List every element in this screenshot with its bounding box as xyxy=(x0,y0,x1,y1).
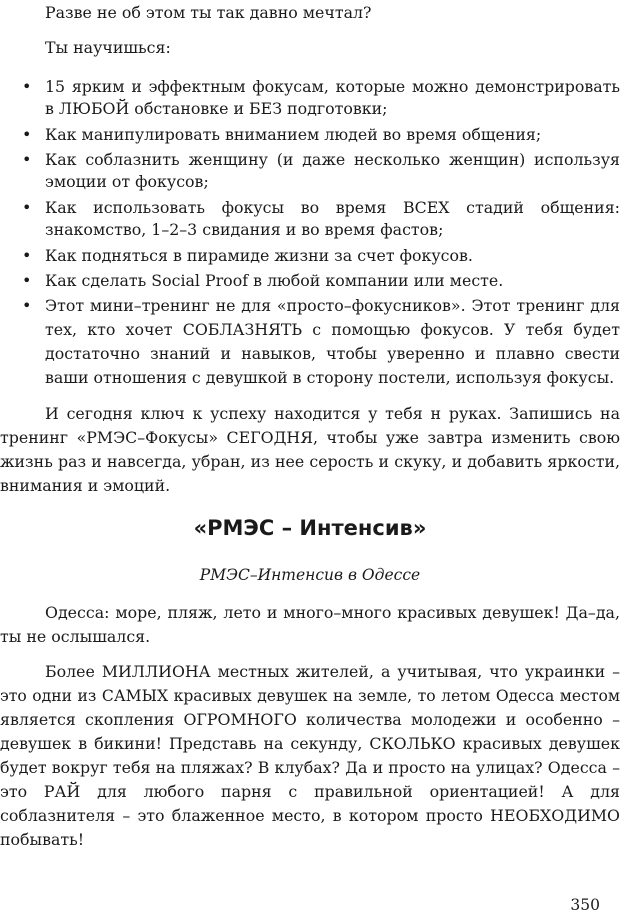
list-item-line: Как подняться в пирамиде жизни за счет фокусов. xyxy=(45,246,473,265)
section-heading: «РМЭС – Интенсив» xyxy=(193,516,427,540)
paragraph-line: внимания и эмоций. xyxy=(0,476,171,495)
bullet-dot: • xyxy=(22,125,32,144)
bullet-dot: • xyxy=(22,246,32,265)
paragraph-line: будет вокруг тебя на пляжах? В клубах? Да и просто на улицах? Одесса – xyxy=(0,758,620,777)
bullet-dot: • xyxy=(22,198,32,217)
paragraph-line: побывать! xyxy=(0,830,85,849)
paragraph-line: Одесса: море, пляж, лето и много–много красивых девушек! Да–да, xyxy=(45,603,620,622)
paragraph-line: является скопления ОГРОМНОГО количества молодежи и особенно – xyxy=(0,710,620,729)
list-item-line: эмоции от фокусов; xyxy=(45,172,209,191)
list-item-line: ваши отношения с девушкой в сторону постели, используя фокусы. xyxy=(45,368,615,387)
list-item-line: Этот мини–тренинг не для «просто–фокусников». Этот тренинг для xyxy=(45,296,620,315)
paragraph-line: девушек в бикини! Представь на секунду, СКОЛЬКО красивых девушек xyxy=(0,734,620,753)
paragraph-line: жизнь раз и навсегда, убран, из нее серость и скуку, и добавить яркости, xyxy=(0,452,620,471)
intro-question: Разве не об этом ты так давно мечтал? xyxy=(45,3,372,22)
list-item-line: Как соблазнить женщину (и даже несколько женщин) используя xyxy=(45,150,620,169)
bullet-dot: • xyxy=(22,296,32,315)
paragraph-line: это одни из САМЫХ красивых девушек на земле, то летом Одесса местом xyxy=(0,687,620,705)
paragraph-line: тренинг «РМЭС–Фокусы» СЕГОДНЯ, чтобы уже завтра изменить свою xyxy=(0,428,620,447)
paragraph-line: это РАЙ для любого парня с правильной ориентацией! А для xyxy=(0,782,620,801)
list-item-line: Как сделать Social Proof в любой компании или месте. xyxy=(45,271,504,290)
paragraph-line: Более МИЛЛИОНА местных жителей, а учитывая, что украинки – xyxy=(45,662,620,681)
section-subheading: РМЭС–Интенсив в Одессе xyxy=(199,566,421,584)
page-number: 350 xyxy=(570,896,600,914)
bullet-dot: • xyxy=(22,150,32,169)
list-item-line: достаточно знаний и навыков, чтобы уверенно и плавно свести xyxy=(45,344,620,363)
bullet-dot: • xyxy=(22,271,32,290)
list-item-line: Как использовать фокусы во время ВСЕХ стадий общения: xyxy=(45,198,620,217)
intro-you-will-learn: Ты научишься: xyxy=(45,38,171,57)
paragraph-line: ты не ослышался. xyxy=(0,627,151,646)
list-item-line: в ЛЮБОЙ обстановке и БЕЗ подготовки; xyxy=(45,99,388,118)
list-item-line: тех, кто хочет СОБЛАЗНЯТЬ с помощью фокусов. У тебя будет xyxy=(45,320,620,339)
paragraph-line: соблазнителя – это блаженное место, в котором просто НЕОБХОДИМО xyxy=(0,806,620,825)
list-item-line: знакомство, 1–2–3 свидания и во время фастов; xyxy=(45,220,444,239)
list-item-line: Как манипулировать вниманием людей во время общения; xyxy=(45,125,542,144)
paragraph-line: И сегодня ключ к успеху находится у тебя н руках. Запишись на xyxy=(45,404,620,423)
list-item-line: 15 ярким и эффектным фокусам, которые можно демонстрировать xyxy=(45,77,620,96)
bullet-dot: • xyxy=(22,77,32,96)
